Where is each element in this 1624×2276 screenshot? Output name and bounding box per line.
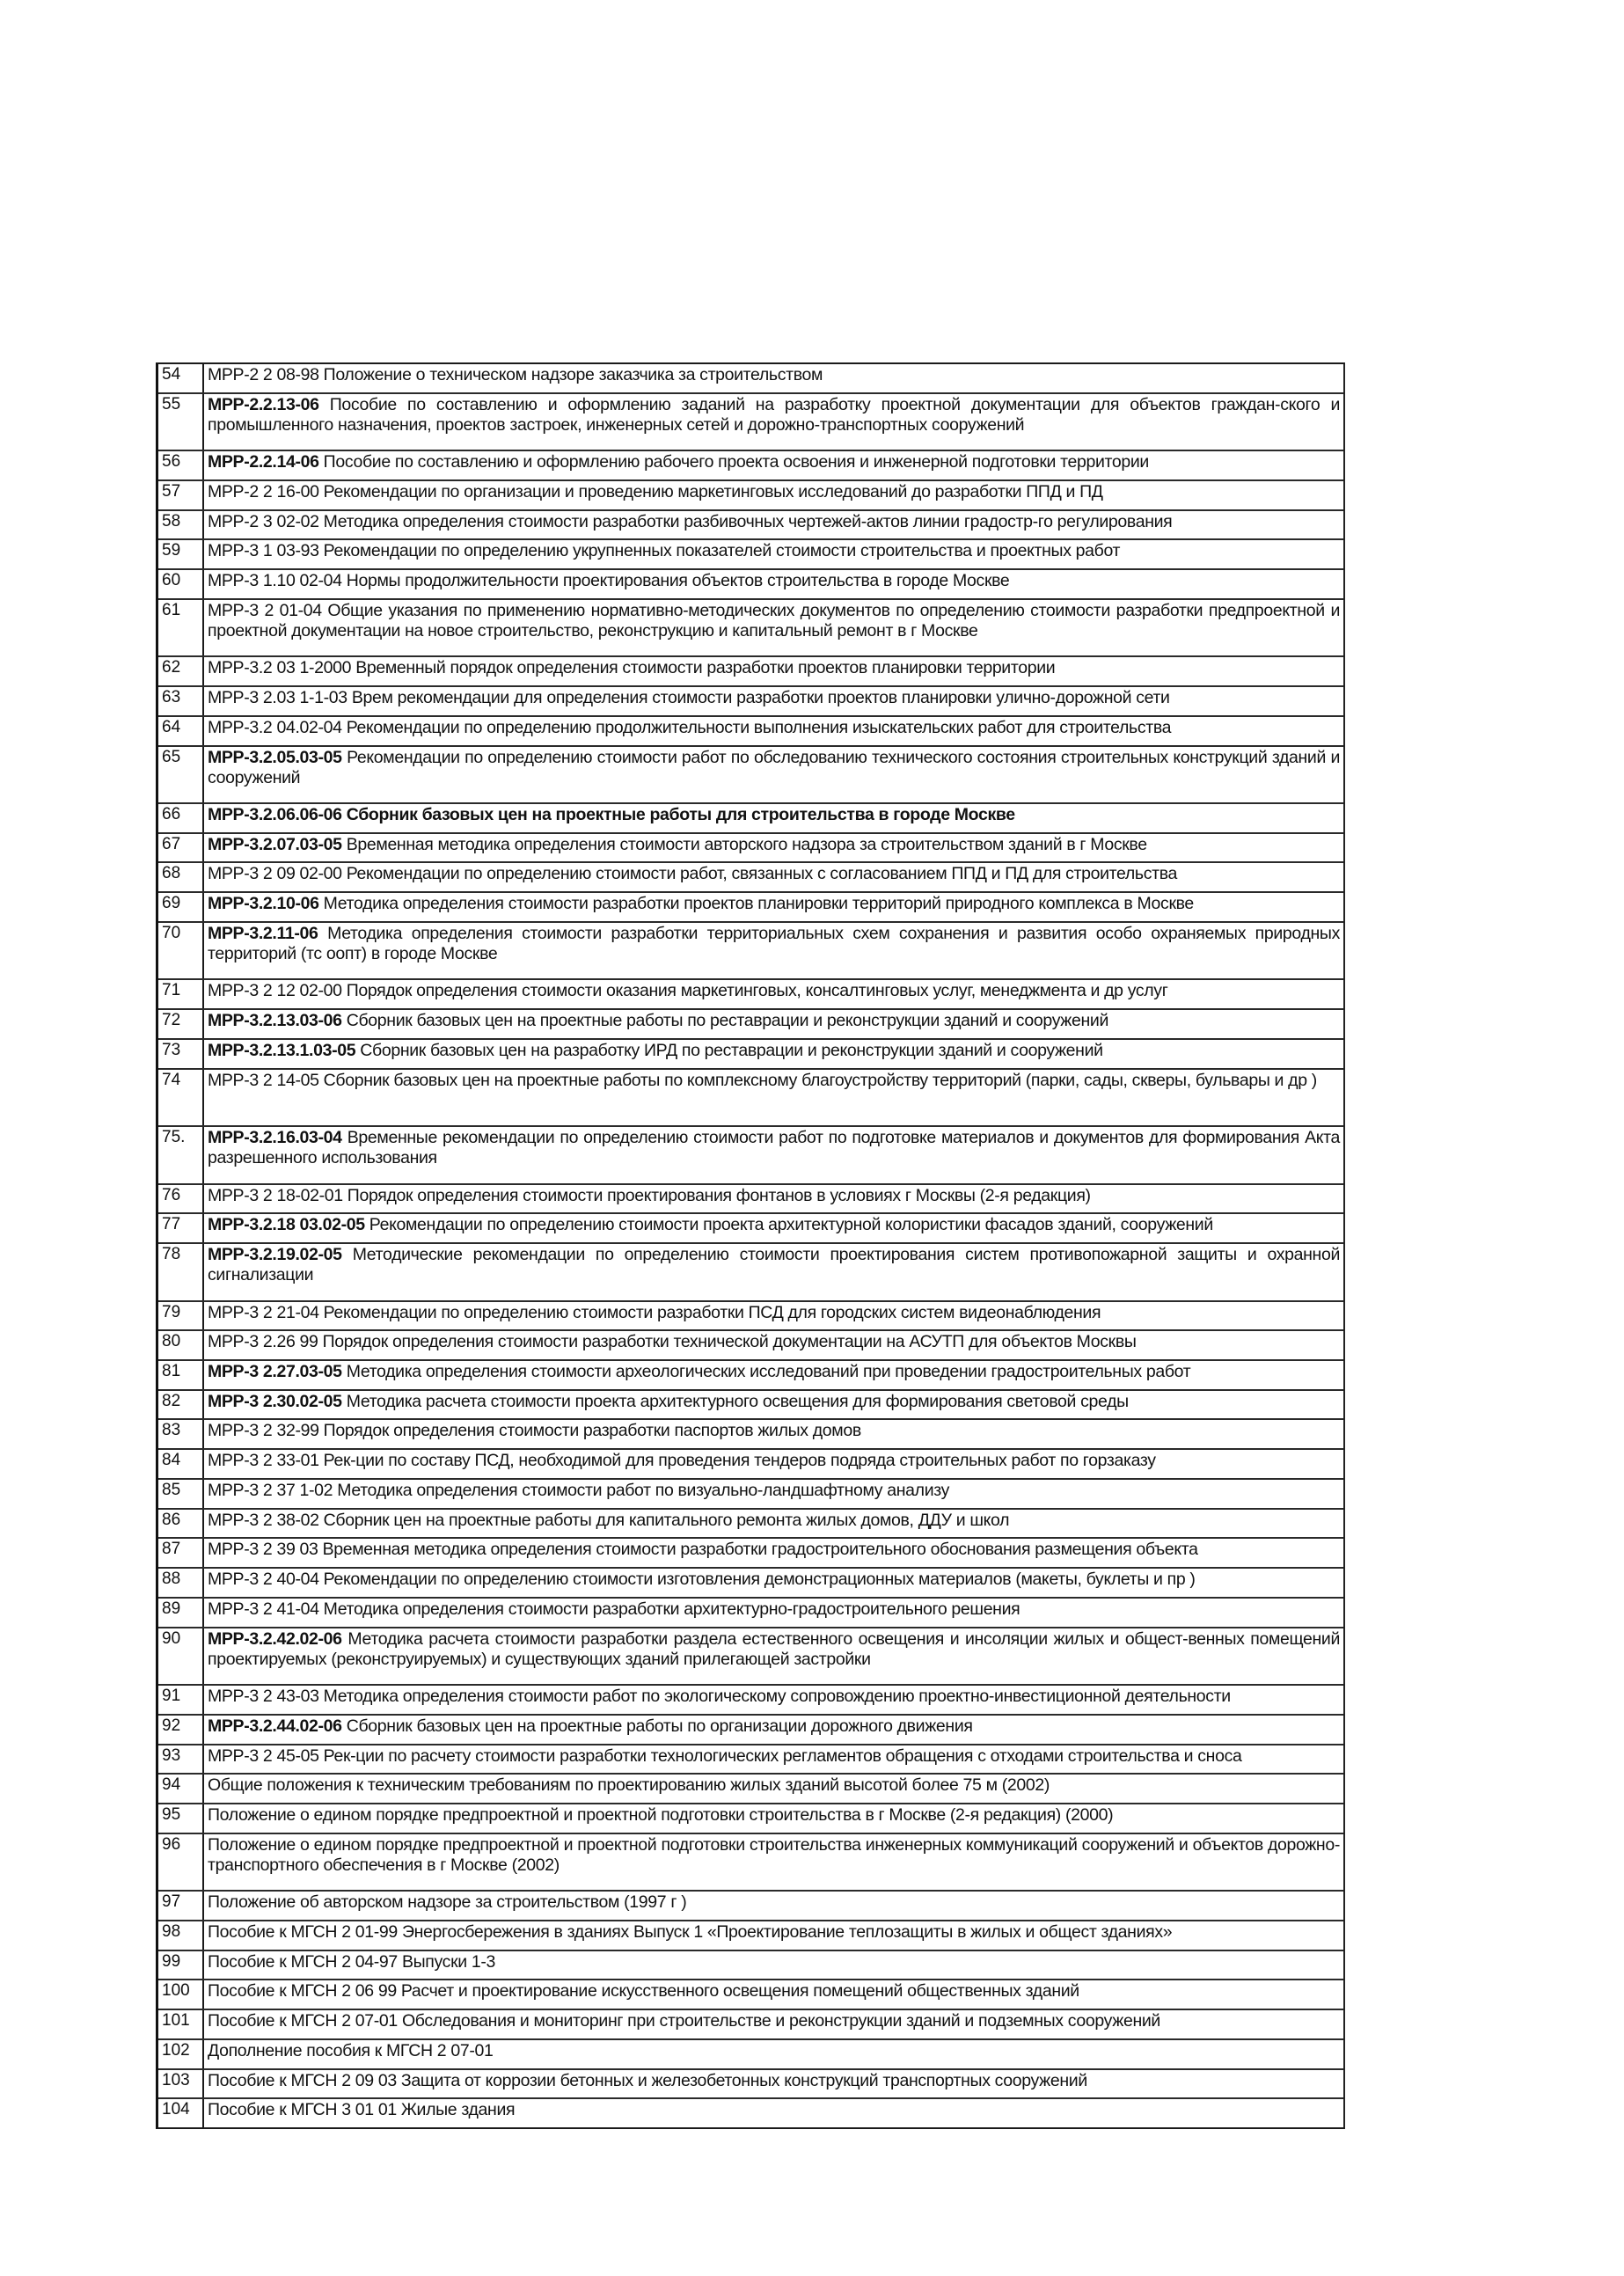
row-number: 104 xyxy=(158,2099,204,2127)
document-code: МРР-3.2.11-06 xyxy=(208,923,318,943)
document-entry xyxy=(204,1834,1343,1890)
document-title: Дополнение пособия к МГСН 2 07-01 xyxy=(208,2040,494,2060)
document-entry xyxy=(204,1599,1343,1627)
table-row xyxy=(158,687,1343,717)
document-entry xyxy=(204,1302,1343,1330)
table-row xyxy=(158,1361,1343,1391)
row-number: 56 xyxy=(158,451,204,479)
document-title: Методика расчета стоимости разработки раздела естественного освещения и инсоляции жилых и общест-венных помещений проектируемых (реконструируемых) и существующих зданий прилегающей застройки xyxy=(208,1628,1340,1669)
row-number: 97 xyxy=(158,1892,204,1920)
document-entry xyxy=(204,1921,1343,1950)
table-row xyxy=(158,364,1343,394)
document-title: Сборник базовых цен на проектные работы по организации дорожного движения xyxy=(341,1716,973,1736)
row-number: 61 xyxy=(158,600,204,655)
document-entry xyxy=(204,893,1343,921)
document-entry xyxy=(204,1775,1343,1803)
document-title: МРР-2 2 16-00 Рекомендации по организации и проведению маркетинговых исследований до разработки ППД и ПД xyxy=(208,481,1103,501)
document-entry xyxy=(204,1361,1343,1389)
document-title: Сборник базовых цен на разработку ИРД по реставрации и реконструкции зданий и сооружений xyxy=(355,1040,1103,1060)
document-entry xyxy=(204,2070,1343,2098)
row-number: 92 xyxy=(158,1716,204,1744)
document-entry xyxy=(204,717,1343,745)
document-code: МРР-3.2.06.06-06 xyxy=(208,805,342,825)
row-number: 101 xyxy=(158,2010,204,2038)
document-title: Временные рекомендации по определению стоимости работ по подготовке материалов и документов для формирования Акта разрешенного использования xyxy=(208,1128,1340,1168)
document-entry xyxy=(204,1628,1343,1684)
table-row xyxy=(158,1834,1343,1892)
document-title: Пособие к МГСН 2 06 99 Расчет и проектирование искусственного освещения помещений общественных зданий xyxy=(208,1981,1079,2002)
document-code: МРР-3 2.27.03-05 xyxy=(208,1361,342,1381)
table-row xyxy=(158,1599,1343,1628)
row-number: 66 xyxy=(158,804,204,832)
document-title: МРР-3.2 04.02-04 Рекомендации по определению продолжительности выполнения изыскательских работ для строительства xyxy=(208,717,1172,737)
document-title: МРР-3 1 03-93 Рекомендации по определению укрупненных показателей стоимости строительства и проектных работ xyxy=(208,541,1121,561)
document-entry xyxy=(204,1185,1343,1213)
table-row xyxy=(158,1775,1343,1804)
document-title: МРР-3 2 38-02 Сборник цен на проектные работы для капитального ремонта жилых домов, ДДУ и школ xyxy=(208,1510,1010,1530)
document-entry xyxy=(204,2040,1343,2068)
document-title: МРР-3.2 03 1-2000 Временный порядок определения стоимости разработки проектов планировки территории xyxy=(208,658,1056,678)
document-entry xyxy=(204,1716,1343,1744)
table-row xyxy=(158,1745,1343,1775)
document-title: МРР-3 2 40-04 Рекомендации по определению стоимости изготовления демонстрационных материалов (макеты, буклеты и пр ) xyxy=(208,1570,1196,1590)
table-row xyxy=(158,2070,1343,2100)
document-code: МРР-3 2.30.02-05 xyxy=(208,1391,342,1411)
row-number: 64 xyxy=(158,717,204,745)
table-row xyxy=(158,570,1343,600)
table-row xyxy=(158,1331,1343,1361)
document-entry xyxy=(204,364,1343,392)
document-title: Пособие по составлению и оформлению рабочего проекта освоения и инженерной подготовки территории xyxy=(318,452,1149,472)
row-number: 82 xyxy=(158,1391,204,1419)
document-title: Пособие к МГСН 2 01-99 Энергосбережения в зданиях Выпуск 1 «Проектирование теплозащиты в жилых и общест зданиях» xyxy=(208,1921,1173,1942)
document-entry xyxy=(204,1804,1343,1833)
document-entry xyxy=(204,1510,1343,1538)
document-entry xyxy=(204,1480,1343,1508)
row-number: 96 xyxy=(158,1834,204,1890)
row-number: 67 xyxy=(158,834,204,862)
document-title: Положение об авторском надзоре за строительством (1997 г ) xyxy=(208,1892,687,1913)
document-code: МРР-3.2.13.03-06 xyxy=(208,1011,342,1031)
row-number: 98 xyxy=(158,1921,204,1950)
row-number: 68 xyxy=(158,863,204,891)
document-entry xyxy=(204,1892,1343,1920)
row-number: 74 xyxy=(158,1070,204,1125)
document-entry xyxy=(204,481,1343,509)
document-title: Пособие к МГСН 2 09 03 Защита от коррозии бетонных и железобетонных конструкций транспортных сооружений xyxy=(208,2070,1087,2090)
document-entry xyxy=(204,657,1343,685)
document-entry xyxy=(204,863,1343,891)
row-number: 100 xyxy=(158,1980,204,2009)
document-title: МРР-3 2 45-05 Рек-ции по расчету стоимости разработки технологических регламентов обращения с отходами строительства и сноса xyxy=(208,1745,1242,1766)
row-number: 88 xyxy=(158,1569,204,1597)
document-title: Сборник базовых цен на проектные работы по реставрации и реконструкции зданий и сооружений xyxy=(341,1011,1109,1031)
table-row xyxy=(158,804,1343,834)
document-title: Пособие к МГСН 2 07-01 Обследования и мониторинг при строительстве и реконструкции зданий и подземных сооружений xyxy=(208,2011,1160,2031)
row-number: 85 xyxy=(158,1480,204,1508)
table-row xyxy=(158,1569,1343,1599)
table-row xyxy=(158,1185,1343,1215)
document-entry xyxy=(204,570,1343,598)
document-entry xyxy=(204,451,1343,479)
row-number: 91 xyxy=(158,1686,204,1714)
row-number: 80 xyxy=(158,1331,204,1359)
table-row xyxy=(158,1980,1343,2010)
table-row xyxy=(158,1010,1343,1040)
document-title: МРР-3 2 41-04 Методика определения стоимости разработки архитектурно-градостроительного решения xyxy=(208,1599,1020,1619)
document-title: Методические рекомендации по определению стоимости проектирования систем противопожарной защиты и охранной сигнализации xyxy=(208,1245,1340,1285)
table-row xyxy=(158,451,1343,481)
document-title: Пособие к МГСН 3 01 01 Жилые здания xyxy=(208,2100,516,2120)
document-title: МРР-2 3 02-02 Методика определения стоимости разработки разбивочных чертежей-актов линии градостр-го регулирования xyxy=(208,511,1173,531)
document-title: МРР-3 2 39 03 Временная методика определения стоимости разработки градостроительного обоснования размещения объекта xyxy=(208,1540,1198,1560)
row-number: 73 xyxy=(158,1040,204,1068)
row-number: 83 xyxy=(158,1420,204,1448)
table-row xyxy=(158,1921,1343,1951)
document-entry xyxy=(204,1331,1343,1359)
row-number: 81 xyxy=(158,1361,204,1389)
row-number: 75. xyxy=(158,1127,204,1182)
document-entry xyxy=(204,1010,1343,1038)
row-number: 62 xyxy=(158,657,204,685)
document-title: Методика расчета стоимости проекта архитектурного освещения для формирования световой среды xyxy=(341,1391,1129,1411)
table-row xyxy=(158,481,1343,511)
row-number: 89 xyxy=(158,1599,204,1627)
row-number: 103 xyxy=(158,2070,204,2098)
table-row xyxy=(158,1628,1343,1686)
document-title: МРР-3 2.26 99 Порядок определения стоимости разработки технической документации на АСУТП для объектов Москвы xyxy=(208,1332,1137,1352)
row-number: 72 xyxy=(158,1010,204,1038)
table-row xyxy=(158,1480,1343,1510)
document-title: МРР-3 2 32-99 Порядок определения стоимости разработки паспортов жилых домов xyxy=(208,1421,861,1441)
table-row xyxy=(158,1391,1343,1421)
document-table xyxy=(156,362,1345,2129)
table-row xyxy=(158,1804,1343,1834)
document-entry xyxy=(204,1391,1343,1419)
document-code: МРР-3.2.42.02-06 xyxy=(208,1628,342,1649)
document-code: МРР-2.2.13-06 xyxy=(208,394,319,414)
document-entry xyxy=(204,540,1343,568)
document-entry xyxy=(204,1745,1343,1774)
table-row xyxy=(158,540,1343,570)
document-title: МРР-3 2 12 02-00 Порядок определения стоимости оказания маркетинговых, консалтинговых услуг, менеджмента и др услуг xyxy=(208,981,1168,1001)
row-number: 86 xyxy=(158,1510,204,1538)
document-entry xyxy=(204,923,1343,978)
document-title: МРР-3 2 33-01 Рек-ции по составу ПСД, необходимой для проведения тендеров подряда строительных работ по горзаказу xyxy=(208,1451,1156,1471)
document-title: Положение о едином порядке предпроектной и проектной подготовки строительства в г Москве (2-я редакция) (2000) xyxy=(208,1804,1114,1825)
document-code: МРР-2.2.14-06 xyxy=(208,452,319,472)
row-number: 95 xyxy=(158,1804,204,1833)
document-code: МРР-3.2.16.03-04 xyxy=(208,1128,342,1148)
row-number: 69 xyxy=(158,893,204,921)
row-number: 87 xyxy=(158,1539,204,1567)
table-row xyxy=(158,893,1343,923)
table-row xyxy=(158,834,1343,864)
table-row xyxy=(158,1302,1343,1332)
row-number: 57 xyxy=(158,481,204,509)
document-title: Общие положения к техническим требованиям по проектированию жилых зданий высотой более 75 м (2002) xyxy=(208,1775,1050,1796)
document-entry xyxy=(204,1127,1343,1182)
row-number: 102 xyxy=(158,2040,204,2068)
document-title: МРР-3 1.10 02-04 Нормы продолжительности проектирования объектов строительства в городе Москве xyxy=(208,571,1010,591)
document-title: Методика определения стоимости археологических исследований при проведении градостроительных работ xyxy=(341,1361,1191,1381)
row-number: 99 xyxy=(158,1951,204,1980)
table-row xyxy=(158,511,1343,541)
row-number: 93 xyxy=(158,1745,204,1774)
document-entry xyxy=(204,834,1343,862)
row-number: 58 xyxy=(158,511,204,539)
document-entry xyxy=(204,1951,1343,1980)
document-title: Положение о едином порядке предпроектной и проектной подготовки строительства инженерных коммуникаций сооружений и объектов дорожно-транспортного обеспечения в г Москве (2002) xyxy=(208,1834,1340,1876)
document-title: Рекомендации по определению стоимости работ по обследованию технического состояния строительных конструкций зданий и сооружений xyxy=(208,747,1340,787)
document-entry xyxy=(204,600,1343,655)
document-entry xyxy=(204,747,1343,802)
document-title: МРР-3 2 21-04 Рекомендации по определению стоимости разработки ПСД для городских систем видеонаблюдения xyxy=(208,1302,1101,1322)
table-row xyxy=(158,2040,1343,2070)
document-entry xyxy=(204,1450,1343,1478)
document-entry xyxy=(204,1569,1343,1597)
document-entry xyxy=(204,1420,1343,1448)
table-row xyxy=(158,1040,1343,1070)
document-entry xyxy=(204,1539,1343,1567)
document-code: МРР-3.2.44.02-06 xyxy=(208,1716,342,1736)
document-title: Методика определения стоимости разработки проектов планировки территорий природного комплекса в Москве xyxy=(318,894,1194,914)
row-number: 55 xyxy=(158,394,204,450)
row-number: 76 xyxy=(158,1185,204,1213)
row-number: 71 xyxy=(158,980,204,1008)
table-row xyxy=(158,1716,1343,1745)
document-title: МРР-3 2 14-05 Сборник базовых цен на проектные работы по комплексному благоустройству территорий (парки, сады, скверы, бульвары и др ) xyxy=(208,1070,1317,1090)
document-entry xyxy=(204,1070,1343,1125)
document-title: МРР-3 2 01-04 Общие указания по применению нормативно-методических документов по определению стоимости разработки предпроектной и проектной документации на новое строительство, реконструкцию и капитальный ремонт в г Москве xyxy=(208,600,1340,641)
document-code: МРР-3.2.19.02-05 xyxy=(208,1245,342,1265)
document-entry xyxy=(204,2099,1343,2127)
document-title: МРР-3 2 43-03 Методика определения стоимости работ по экологическому сопровождению проектно-инвестиционной деятельности xyxy=(208,1687,1231,1707)
document-code: МРР-3.2.18 03.02-05 xyxy=(208,1215,365,1235)
document-entry xyxy=(204,1980,1343,2009)
document-title: Пособие по составлению и оформлению заданий на разработку проектной документации для объектов граждан-ского и промышленного назначения, проектов застроек, инженерных сетей и дорожно-транспортных сооружений xyxy=(208,394,1340,435)
table-row xyxy=(158,2010,1343,2040)
table-row xyxy=(158,923,1343,980)
document-title: МРР-3 2 18-02-01 Порядок определения стоимости проектирования фонтанов в условиях г Москвы (2-я редакция) xyxy=(208,1185,1091,1205)
table-row xyxy=(158,657,1343,687)
document-entry xyxy=(204,804,1343,832)
table-row xyxy=(158,1070,1343,1127)
document-title: Временная методика определения стоимости авторского надзора за строительством зданий в г Москве xyxy=(341,834,1147,854)
document-title: МРР-2 2 08-98 Положение о техническом надзоре заказчика за строительством xyxy=(208,365,823,384)
row-number: 63 xyxy=(158,687,204,715)
row-number: 78 xyxy=(158,1244,204,1299)
table-row xyxy=(158,1892,1343,1921)
table-row xyxy=(158,1510,1343,1540)
document-entry xyxy=(204,394,1343,450)
document-title: МРР-3 2.03 1-1-03 Врем рекомендации для определения стоимости разработки проектов планировки улично-дорожной сети xyxy=(208,688,1170,708)
table-row xyxy=(158,2099,1343,2127)
document-entry xyxy=(204,1244,1343,1299)
row-number: 60 xyxy=(158,570,204,598)
document-entry xyxy=(204,687,1343,715)
document-entry xyxy=(204,980,1343,1008)
row-number: 90 xyxy=(158,1628,204,1684)
document-entry xyxy=(204,1040,1343,1068)
document-code: МРР-3.2.10-06 xyxy=(208,894,319,914)
table-row xyxy=(158,1420,1343,1450)
table-row xyxy=(158,1686,1343,1716)
document-title: Методика определения стоимости разработки территориальных схем сохранения и развития особо охраняемых природных территорий (тс оопт) в городе Москве xyxy=(208,923,1340,964)
document-title: МРР-3 2 09 02-00 Рекомендации по определению стоимости работ, связанных с согласованием ППД и ПД для строительства xyxy=(208,864,1177,884)
table-row xyxy=(158,1214,1343,1244)
table-row xyxy=(158,747,1343,804)
row-number: 77 xyxy=(158,1214,204,1242)
row-number: 70 xyxy=(158,923,204,978)
document-code: МРР-3.2.07.03-05 xyxy=(208,834,342,854)
table-row xyxy=(158,394,1343,451)
document-entry xyxy=(204,1686,1343,1714)
document-entry xyxy=(204,1214,1343,1242)
table-row xyxy=(158,980,1343,1010)
row-number: 65 xyxy=(158,747,204,802)
table-row xyxy=(158,600,1343,657)
table-row xyxy=(158,1127,1343,1184)
document-entry xyxy=(204,2010,1343,2038)
document-title: Сборник базовых цен на проектные работы для строительства в городе Москве xyxy=(341,805,1015,825)
row-number: 79 xyxy=(158,1302,204,1330)
table-row xyxy=(158,1244,1343,1301)
document-title: МРР-3 2 37 1-02 Методика определения стоимости работ по визуально-ландшафтному анализу xyxy=(208,1480,950,1500)
document-entry xyxy=(204,511,1343,539)
table-row xyxy=(158,717,1343,747)
document-code: МРР-3.2.05.03-05 xyxy=(208,747,342,767)
document-title: Рекомендации по определению стоимости проекта архитектурной колористики фасадов зданий, сооружений xyxy=(364,1215,1213,1235)
row-number: 59 xyxy=(158,540,204,568)
document-title: Пособие к МГСН 2 04-97 Выпуски 1-3 xyxy=(208,1951,495,1972)
row-number: 84 xyxy=(158,1450,204,1478)
table-row xyxy=(158,1450,1343,1480)
table-row xyxy=(158,1951,1343,1981)
document-code: МРР-3.2.13.1.03-05 xyxy=(208,1040,356,1060)
row-number: 94 xyxy=(158,1775,204,1803)
table-row xyxy=(158,1539,1343,1569)
table-row xyxy=(158,863,1343,893)
row-number: 54 xyxy=(158,364,204,392)
